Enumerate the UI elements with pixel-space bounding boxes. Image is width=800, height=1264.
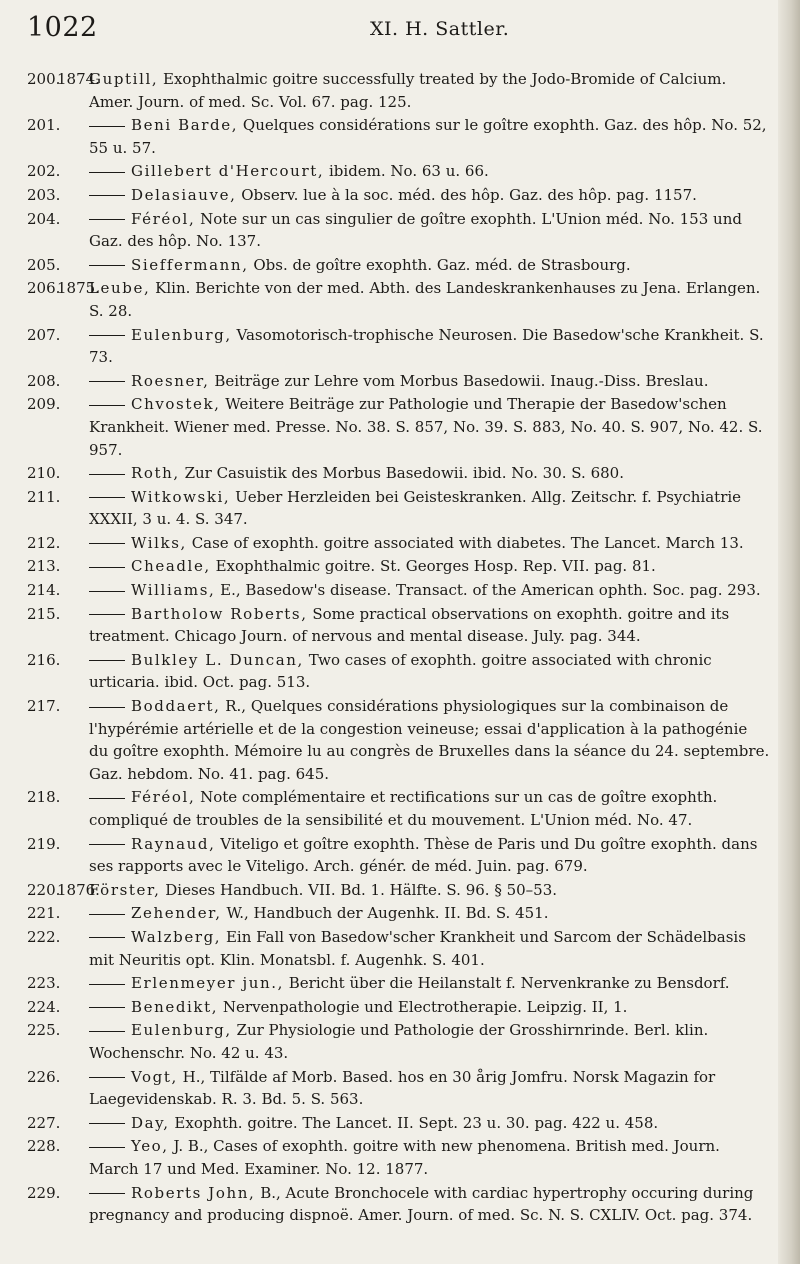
entry-reference: Weitere Beiträge zur Pathologie und Therapie der Basedow'schen Krankheit. Wiener med. Presse. No. 38. S. 857, No. 39. S. 883, No. 40. S. 907, No. 42. S. 957. [89,395,763,459]
ditto-dash [89,591,125,592]
entry-reference: Two cases of exophth. goitre associated with chronic urticaria. ibid. Oct. pag. 513. [89,650,712,692]
entry-citation [89,972,770,995]
entry-reference: Beiträge zur Lehre vom Morbus Basedowii. Inaug.-Diss. Breslau. [214,371,709,390]
bibliography-entry [0,1112,770,1135]
entry-citation [89,68,770,113]
entry-reference: H., Tilfälde af Morb. Based. hos en 30 årig Jomfru. Norsk Magazin for Laegevidenskab. R. 3. Bd. 5. S. 563. [89,1067,716,1109]
entry-number: 211. [27,487,61,506]
entry-citation [89,462,770,485]
entry-author: Delasiauve, [131,185,237,204]
entry-author: Chvostek, [131,395,221,414]
entry-author: Witkowski, [131,487,231,506]
entry-citation [89,184,770,207]
ditto-dash [89,335,125,336]
ditto-dash [89,381,125,382]
entry-number: 213. [27,557,61,576]
entry-author: Gillebert d'Hercourt, [131,162,325,181]
entry-reference: Dieses Handbuch. VII. Bd. 1. Hälfte. S. 96. § 50–53. [165,880,558,899]
entry-number: 228. [27,1137,61,1156]
ditto-dash [89,497,125,498]
entry-number: 206. [27,279,61,298]
entry-author: Guptill, [89,70,159,88]
entry-reference: Exophthalmic goitre. St. Georges Hosp. Rep. VII. pag. 81. [215,557,656,576]
entry-citation [89,370,770,393]
bibliography-list [0,68,770,1227]
entry-citation [89,486,770,531]
ditto-dash [89,914,125,915]
entry-citation [89,114,770,159]
entry-reference: Vasomotorisch-trophische Neurosen. Die Basedow'sche Krankheit. S. 73. [89,325,764,367]
entry-number: 204. [27,209,61,228]
running-head: XI. H. Sattler. [370,18,510,40]
entry-reference: Exophthalmic goitre successfully treated by the Jodo-Bromide of Calcium. Amer. Journ. of med. Sc. Vol. 67. pag. 125. [89,70,727,111]
bibliography-entry [0,649,770,694]
entry-reference: W., Handbuch der Augenhk. II. Bd. S. 451. [226,904,549,923]
entry-number: 201. [27,116,61,135]
entry-author: Roesner, [131,371,210,390]
bibliography-entry [0,114,770,159]
bibliography-entry [0,972,770,995]
entry-author: Cheadle, [131,557,211,576]
bibliography-entry [0,695,770,785]
entry-author: Roth, [131,464,180,483]
entry-author: Zehender, [131,904,222,923]
bibliography-entry [0,370,770,393]
ditto-dash [89,265,125,266]
entry-citation [89,695,770,785]
entry-reference: Note sur un cas singulier de goître exophth. L'Union méd. No. 153 und Gaz. des hôp. No. 137. [89,209,742,251]
entry-citation [89,277,770,322]
entry-author: Boddaert, [131,697,221,716]
entry-number: 220. [27,880,61,899]
ditto-dash [89,1031,125,1032]
bibliography-entry [0,579,770,602]
ditto-dash [89,474,125,475]
entry-reference: Quelques considérations sur le goître exophth. Gaz. des hôp. No. 52, 55 u. 57. [89,116,767,157]
bibliography-entry [0,1066,770,1111]
entry-citation [89,160,770,183]
entry-number: 210. [27,464,61,483]
entry-number: 223. [27,974,61,993]
entry-reference: Klin. Berichte von der med. Abth. des Landeskrankenhauses zu Jena. Erlangen. S. 28. [89,279,761,320]
entry-reference: Zur Casuistik des Morbus Basedowii. ibid. No. 30. S. 680. [184,464,624,483]
entry-number: 226. [27,1067,61,1086]
bibliography-entry [0,833,770,878]
ditto-dash [89,1123,125,1124]
entry-citation [89,1135,770,1180]
entry-citation [89,786,770,831]
ditto-dash [89,1147,125,1148]
entry-reference: E., Basedow's disease. Transact. of the American ophth. Soc. pag. 293. [220,581,761,600]
entry-citation [89,833,770,878]
entry-number: 216. [27,650,61,669]
entry-author: Williams, [131,581,216,600]
entry-reference: Ueber Herzleiden bei Geisteskranken. Allg. Zeitschr. f. Psychiatrie XXXII, 3 u. 4. S. 347. [89,487,742,529]
entry-number: 200. [27,70,61,88]
entry-number: 218. [27,788,61,807]
entry-year: 1874. [57,70,100,88]
ditto-dash [89,707,125,708]
entry-reference: R., Quelques considérations physiologiques sur la combinaison de l'hypérémie artérielle et de la congestion veineuse; essai d'application à la pathogénie du goître exophth. Mémoire lu au congrès de Bruxelles dans la séance du 24. septembre. Gaz. hebdom. No. 41. pag. 645. [89,697,770,783]
entry-author: Benedikt, [131,997,219,1016]
entry-author: Walzberg, [131,927,222,946]
ditto-dash [89,1193,125,1194]
bibliography-entry [0,324,770,369]
entry-author: Roberts John, [131,1183,256,1202]
ditto-dash [89,660,125,661]
entry-citation [89,579,770,602]
ditto-dash [89,798,125,799]
entry-citation [89,649,770,694]
ditto-dash [89,219,125,220]
entry-number: 209. [27,395,61,414]
ditto-dash [89,172,125,173]
entry-author: Wilks, [131,533,187,552]
entry-number: 221. [27,904,61,923]
bibliography-entry [0,68,770,113]
entry-reference: Zur Physiologie und Pathologie der Grosshirnrinde. Berl. klin. Wochenschr. No. 42 u. 43. [89,1021,709,1062]
entry-reference: Exophth. goitre. The Lancet. II. Sept. 23 u. 30. pag. 422 u. 458. [174,1113,659,1132]
entry-citation [89,1112,770,1135]
entry-reference: Case of exophth. goitre associated with diabetes. The Lancet. March 13. [191,533,744,552]
ditto-dash [89,195,125,196]
entry-number: 212. [27,533,61,552]
bibliography-entry [0,486,770,531]
bibliography-entry [0,996,770,1019]
ditto-dash [89,126,125,127]
ditto-dash [89,937,125,938]
entry-citation [89,603,770,648]
bibliography-entry [0,555,770,578]
page-number: 1022 [27,12,98,43]
entry-citation [89,254,770,277]
bibliography-entry [0,208,770,253]
entry-reference: Nervenpathologie und Electrotherapie. Leipzig. II, 1. [222,997,628,1016]
entry-citation [89,879,770,902]
entry-reference: Note complémentaire et rectifications sur un cas de goître exophth. compliqué de troubles de la sensibilité et du mouvement. L'Union méd. No. 47. [89,788,718,829]
entry-number: 227. [27,1113,61,1132]
entry-year: 1875. [57,279,100,298]
entry-citation [89,1066,770,1111]
entry-reference: Ein Fall von Basedow'scher Krankheit und Sarcom der Schädelbasis mit Neuritis opt. Klin. Monatsbl. f. Augenhk. S. 401. [89,927,746,969]
entry-author: Féréol, [131,788,196,807]
entry-number: 205. [27,255,61,274]
entry-author: Eulenburg, [131,325,232,344]
entry-reference: ibidem. No. 63 u. 66. [329,162,489,181]
entry-number: 215. [27,604,61,623]
entry-author: Yeo, [131,1137,169,1156]
entry-author: Leube, [89,279,151,298]
entry-citation [89,208,770,253]
bibliography-entry [0,393,770,461]
entry-number: 208. [27,371,61,390]
entry-number: 207. [27,325,61,344]
entry-author: Sieffermann, [131,255,249,274]
entry-citation [89,555,770,578]
entry-author: Erlenmeyer jun., [131,974,284,993]
entry-author: Beni Barde, [131,116,239,135]
entry-citation [89,1019,770,1064]
entry-citation [89,1182,770,1227]
entry-number: 217. [27,697,61,716]
entry-citation [89,996,770,1019]
entry-number: 229. [27,1183,61,1202]
entry-year: 1876. [57,880,100,899]
bibliography-entry [0,1019,770,1064]
ditto-dash [89,614,125,615]
entry-author: Féréol, [131,209,196,228]
entry-citation [89,532,770,555]
ditto-dash [89,1077,125,1078]
entry-author: Bartholow Roberts, [131,604,308,623]
entry-number: 219. [27,834,61,853]
ditto-dash [89,844,125,845]
entry-reference: Some practical observations on exophth. goitre and its treatment. Chicago Journ. of nervous and mental disease. July. pag. 344. [89,604,730,646]
entry-number: 214. [27,581,61,600]
entry-number: 203. [27,185,61,204]
bibliography-entry [0,926,770,971]
entry-citation [89,393,770,461]
bibliography-entry [0,160,770,183]
bibliography-entry [0,603,770,648]
entry-citation [89,926,770,971]
entry-author: Eulenburg, [131,1021,232,1040]
entry-author: Vogt, [131,1067,178,1086]
entry-number: 222. [27,927,61,946]
entry-citation [89,324,770,369]
bibliography-entry [0,1182,770,1227]
ditto-dash [89,405,125,406]
bibliography-entry [0,879,770,902]
bibliography-entry [0,184,770,207]
entry-reference: Viteligo et goître exophth. Thèse de Paris und Du goître exophth. dans ses rapports avec le Viteligo. Arch. génér. de méd. Juin. pag. 679. [89,834,758,876]
page-edge [778,0,800,1264]
entry-number: 225. [27,1021,61,1040]
bibliography-entry [0,902,770,925]
entry-author: Bulkley L. Duncan, [131,650,304,669]
ditto-dash [89,1007,125,1008]
entry-author: Raynaud, [131,834,216,853]
bibliography-entry [0,462,770,485]
ditto-dash [89,984,125,985]
bibliography-entry [0,532,770,555]
entry-citation [89,902,770,925]
ditto-dash [89,567,125,568]
bibliography-entry [0,1135,770,1180]
entry-author: Day, [131,1113,170,1132]
entry-reference: Obs. de goître exophth. Gaz. méd. de Strasbourg. [253,255,631,274]
bibliography-entry [0,277,770,322]
entry-number: 224. [27,997,61,1016]
entry-reference: B., Acute Bronchocele with cardiac hypertrophy occuring during pregnancy and producing dispnoë. Amer. Journ. of med. Sc. N. S. CXLIV. Oct. pag. 374. [89,1183,754,1225]
bibliography-entry [0,786,770,831]
entry-reference: J. B., Cases of exophth. goitre with new phenomena. British med. Journ. March 17 und Med. Examiner. No. 12. 1877. [89,1137,720,1178]
bibliography-entry [0,254,770,277]
entry-reference: Bericht über die Heilanstalt f. Nervenkranke zu Bensdorf. [288,974,730,993]
ditto-dash [89,543,125,544]
entry-author: Förster, [89,880,161,899]
entry-reference: Observ. lue à la soc. méd. des hôp. Gaz. des hôp. pag. 1157. [241,185,697,204]
entry-number: 202. [27,162,61,181]
